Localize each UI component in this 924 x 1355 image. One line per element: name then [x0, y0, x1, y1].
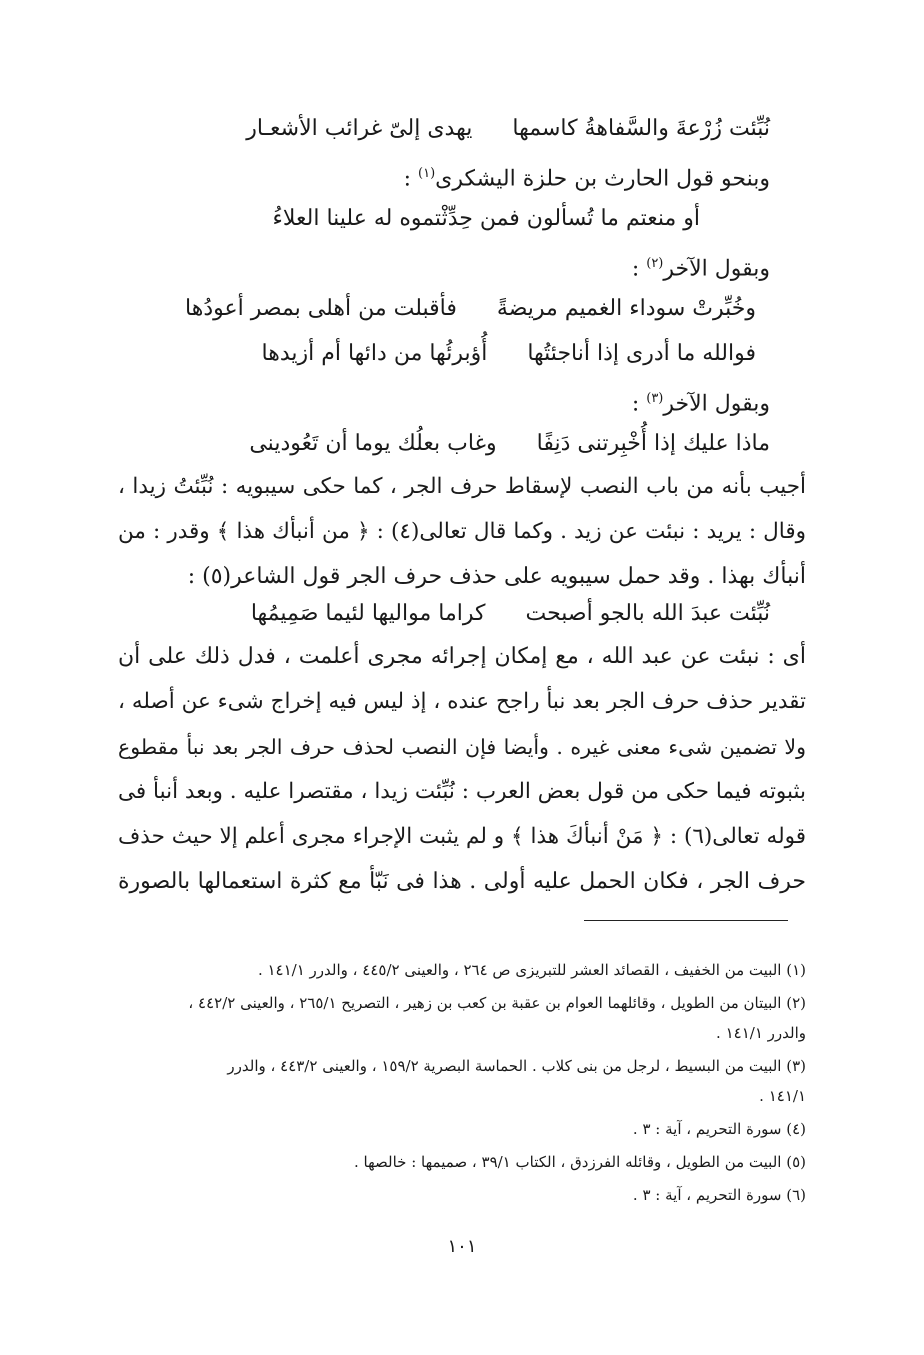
intro-line-2: [404, 157, 770, 196]
verse-hemistich-right: نُبِّئت زُرْعةَ والسَّفاهةُ كاسمها: [512, 116, 770, 141]
intro-text: وبقول الآخر: [663, 391, 770, 417]
paragraph-2-line-6: حرف الجر ، فكان الحمل عليه أولى . هذا فى نَبّأ مع كثرة استعمالها بالصورة: [118, 869, 806, 894]
paragraph-2-line-1: أى : نبئت عن عبد الله ، مع إمكان إجرائه مجرى أعلمت ، فدل ذلك على أن: [118, 644, 806, 669]
intro-text: وبنحو قول الحارث بن حلزة اليشكرى: [435, 166, 770, 192]
intro-line-4: [632, 382, 770, 421]
intro-text: وبقول الآخر: [663, 256, 770, 282]
verse-hemistich-right: نُبِّئت عبدَ الله بالجو أصبحت: [525, 601, 770, 626]
paragraph-2-line-5: قوله تعالى(٦) : ﴿ مَنْ أنبأكَ هذا ﴾ و لم يثبت الإجراء مجرى أعلم إلا حيث حذف: [118, 824, 806, 849]
verse-line-3: [185, 292, 756, 326]
footnote-1: (١) البيت من الخفيف ، القصائد العشر للتبريزى ص ٢٦٤ ، والعينى ٤٤٥/٢ ، والدرر ١٤١/١ .: [257, 961, 806, 979]
verse-hemistich-right: ماذا عليك إذا أُخْبِرتنى دَنِفًا: [536, 431, 770, 456]
verse-line-1: [246, 112, 770, 146]
footnote-4: (٤) سورة التحريم ، آية : ٣ .: [632, 1120, 806, 1138]
footnote-6: (٦) سورة التحريم ، آية : ٣ .: [632, 1186, 806, 1204]
page-number: ١٠١: [447, 1236, 477, 1257]
intro-line-3: [632, 247, 770, 286]
footnote-marker: (١): [418, 166, 436, 181]
paragraph-2-line-4: بثبوته فيما حكى من قول بعض العرب : نُبِّئت زيدا ، مقتصرا عليه . وبعد أنبأ فى: [118, 779, 806, 804]
verse-hemistich-left: فأقبلت من أهلى بمصر أعودُها: [185, 296, 457, 321]
intro-colon: :: [631, 256, 647, 282]
verse-hemistich-left: كراما مواليها لئيما صَمِيمُها: [250, 601, 486, 626]
footnote-marker: (٢): [646, 256, 664, 271]
verse-line-2: [273, 202, 700, 236]
intro-colon: :: [631, 391, 647, 417]
intro-colon: :: [403, 166, 418, 192]
footnote-marker: (٣): [646, 391, 664, 406]
verse-hemistich-right: فوالله ما أدرى إذا أناجئتُها: [527, 341, 756, 366]
paragraph-2-line-3: ولا تضمين شىء معنى غيره . وأيضا فإن النصب لحذف حرف الجر بعد نبأ مقطوع: [118, 735, 806, 759]
verse-hemistich-left: وغاب بعلُك يوما أن تَعُودينى: [249, 431, 497, 456]
verse-line-5: [249, 427, 770, 461]
verse-line-4: [262, 337, 756, 371]
verse-line-6: [251, 597, 770, 631]
footnote-2: (٢) البيتان من الطويل ، وقائلهما العوام بن عقبة بن كعب بن زهير ، التصريح ٢٦٥/١ ، والعينى ٤٤٢/٢ ،: [188, 994, 806, 1012]
paragraph-1-line-1: أجيب بأنه من باب النصب لإسقاط حرف الجر ، كما حكى سيبويه : نُبِّئتُ زيدا ،: [118, 474, 806, 499]
paragraph-1-line-3: أنبأك بهذا . وقد حمل سيبويه على حذف حرف الجر قول الشاعر(٥) :: [187, 564, 806, 589]
verse-hemistich-right: وخُبِّرتْ سوداء الغميم مريضةً: [496, 296, 756, 321]
footnote-3: (٣) البيت من البسيط ، لرجل من بنى كلاب . الحماسة البصرية ١٥٩/٢ ، والعينى ٤٤٣/٢ ، والدرر: [227, 1057, 806, 1075]
paragraph-1-line-2: وقال : يريد : نبئت عن زيد . وكما قال تعالى(٤) : ﴿ من أنبأك هذا ﴾ وقدر : من: [118, 519, 806, 544]
verse-text: أو منعتم ما تُسألون فمن حِدِّثْتموه له علينا العلاءُ: [272, 206, 700, 231]
verse-hemistich-left: يهدى إلىّ غرائب الأشعـار: [246, 116, 473, 141]
footnote-2-cont: والدرر ١٤١/١ .: [716, 1024, 806, 1042]
footnote-separator: [584, 920, 788, 921]
paragraph-2-line-2: تقدير حذف حرف الجر بعد نبأ راجح عنده ، إذ ليس فيه إخراج شىء عن أصله ،: [118, 689, 806, 714]
verse-hemistich-left: أُؤبرئُها من دائها أم أزيدها: [261, 341, 488, 366]
footnote-3-cont: ١٤١/١ .: [759, 1087, 806, 1105]
footnote-5: (٥) البيت من الطويل ، وقائله الفرزدق ، الكتاب ٣٩/١ ، صميمها : خالصها .: [354, 1153, 806, 1171]
